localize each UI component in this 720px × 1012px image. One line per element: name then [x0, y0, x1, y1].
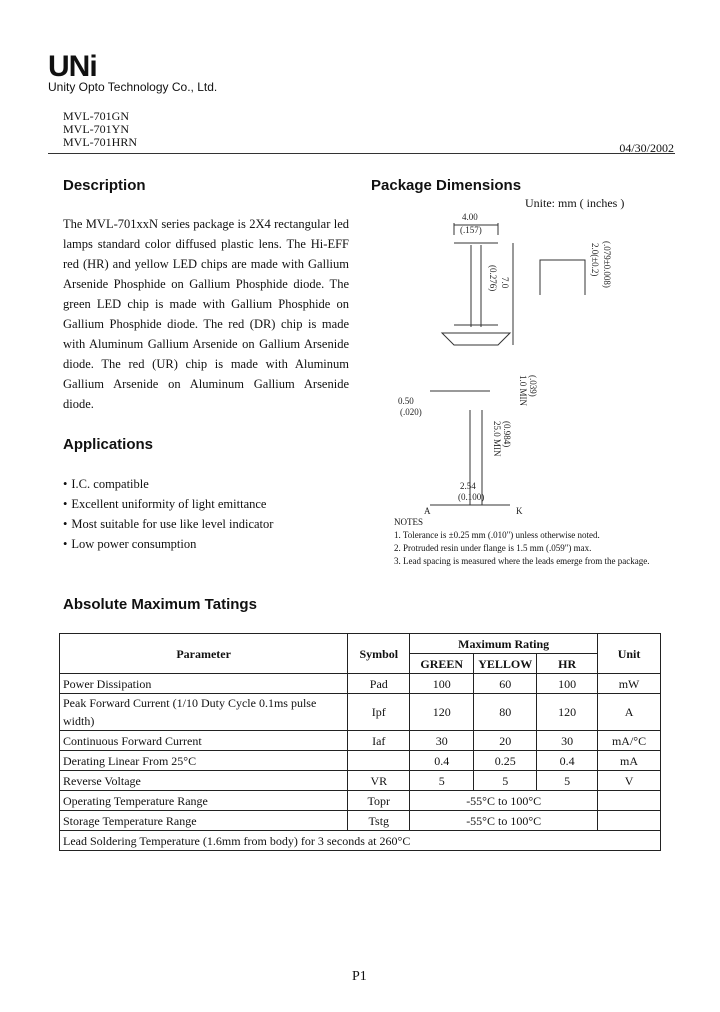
list-item: • I.C. compatible: [63, 474, 273, 494]
pitch-inch-label: (0.100): [458, 492, 485, 502]
header-parameter: Parameter: [60, 634, 348, 674]
company-logo: UNi: [48, 50, 97, 83]
flange-outline: [442, 333, 510, 345]
green-cell: 5: [410, 771, 474, 791]
unit-cell: mA: [598, 751, 661, 771]
package-heading: Package Dimensions: [371, 177, 522, 194]
hr-cell: 5: [537, 771, 598, 791]
hr-cell: 0.4: [537, 751, 598, 771]
yellow-cell: 80: [474, 694, 537, 731]
description-text: The MVL-701xxN series package is 2X4 rectangular led lamps standard color diffused plastic lens. The Hi-EFF red (HR) and yellow LED chips are made with Gallium Arsenide Phosphide on Gallium Phosphide diode. The green LED chip is made with Gallium Phosphide on Gallium Phosphide diode. The red (DR) chip is made with Aluminum Gallium Arsenide on Gallium Arsenide diode. The red (UR) chip is made with Aluminum Gallium Arsenide on Aluminum Gallium Arsenide diode.: [63, 217, 349, 411]
applications-heading: Applications: [63, 436, 154, 453]
model-number: MVL-701YN: [63, 122, 129, 136]
document-date: 04/30/2002: [619, 141, 674, 155]
param-cell: Reverse Voltage: [60, 771, 348, 791]
table-row: [60, 791, 661, 811]
package-drawing: [370, 205, 670, 517]
symbol-cell: VR: [348, 771, 410, 791]
description-heading: Description: [63, 177, 146, 194]
side-view-outline: [540, 260, 585, 295]
symbol-cell: [348, 751, 410, 771]
unit-cell: [598, 791, 661, 811]
range-cell: -55°C to 100°C: [410, 811, 598, 831]
header-hr: HR: [537, 654, 598, 674]
ratings-table: [59, 633, 661, 851]
width-label: 4.00: [462, 212, 478, 222]
table-row: [60, 831, 661, 851]
param-cell: Continuous Forward Current: [60, 731, 348, 751]
height-inch-label: (0.276): [488, 265, 498, 292]
table-row: [60, 811, 661, 831]
table-row: [60, 674, 661, 694]
yellow-cell: 5: [474, 771, 537, 791]
note-item: 3. Lead spacing is measured where the leads emerge from the package.: [394, 556, 650, 566]
param-cell: Storage Temperature Range: [60, 811, 348, 831]
list-item: • Excellent uniformity of light emittance: [63, 494, 273, 514]
unit-cell: A: [598, 694, 661, 731]
min-length-label: 1.0 MIN: [518, 375, 528, 406]
side-label: 2.0(±0.2): [590, 243, 600, 277]
list-item: • Most suitable for use like level indicator: [63, 514, 273, 534]
table-header-row: [60, 634, 661, 654]
model-number: MVL-701HRN: [63, 135, 137, 149]
model-number: MVL-701GN: [63, 109, 129, 123]
long-length-inch-label: (0.984): [502, 421, 512, 448]
note-item: 2. Protruded resin under flange is 1.5 mm (.059") max.: [394, 543, 592, 553]
param-cell: Peak Forward Current (1/10 Duty Cycle 0.1ms pulse width): [60, 694, 348, 731]
pitch-label: 2.54: [460, 481, 476, 491]
symbol-cell: Tstg: [348, 811, 410, 831]
list-item: • Low power consumption: [63, 534, 273, 554]
side-inch-label: (.079±0.008): [602, 241, 612, 288]
width-inch-label: (.157): [460, 225, 482, 235]
yellow-cell: 60: [474, 674, 537, 694]
table-row: [60, 751, 661, 771]
company-name: Unity Opto Technology Co., Ltd.: [48, 80, 218, 94]
header-symbol: Symbol: [348, 634, 410, 674]
header-yellow: YELLOW: [474, 654, 537, 674]
green-cell: 120: [410, 694, 474, 731]
unit-cell: mW: [598, 674, 661, 694]
green-cell: 0.4: [410, 751, 474, 771]
unit-cell: mA/°C: [598, 731, 661, 751]
hr-cell: 100: [537, 674, 598, 694]
min-length-inch-label: (.039): [528, 375, 538, 397]
table-row: [60, 731, 661, 751]
param-cell: Derating Linear From 25°C: [60, 751, 348, 771]
param-cell: Operating Temperature Range: [60, 791, 348, 811]
applications-list: [63, 474, 273, 554]
symbol-cell: Pad: [348, 674, 410, 694]
table-row: [60, 771, 661, 791]
range-cell: -55°C to 100°C: [410, 791, 598, 811]
unit-cell: [598, 811, 661, 831]
table-row: [60, 694, 661, 731]
note-item: 1. Tolerance is ±0.25 mm (.010") unless otherwise noted.: [394, 530, 600, 540]
yellow-cell: 0.25: [474, 751, 537, 771]
height-label: 7.0: [500, 277, 510, 289]
long-length-label: 25.0 MIN: [492, 421, 502, 457]
header-max-rating: Maximum Rating: [410, 634, 598, 654]
hr-cell: 120: [537, 694, 598, 731]
header-divider: [48, 153, 675, 154]
symbol-cell: Iaf: [348, 731, 410, 751]
notes-title: NOTES: [394, 517, 423, 527]
package-notes: [394, 516, 649, 568]
soldering-cell: Lead Soldering Temperature (1.6mm from body) for 3 seconds at 260°C: [60, 831, 661, 851]
green-cell: 30: [410, 731, 474, 751]
anode-label: A: [424, 506, 431, 516]
unit-cell: V: [598, 771, 661, 791]
hr-cell: 30: [537, 731, 598, 751]
header-green: GREEN: [410, 654, 474, 674]
lead-inch-label: (.020): [400, 407, 422, 417]
symbol-cell: Ipf: [348, 694, 410, 731]
ratings-heading: Absolute Maximum Tatings: [63, 596, 257, 613]
symbol-cell: Topr: [348, 791, 410, 811]
model-list: [63, 110, 137, 149]
units-label: Unite: mm ( inches ): [525, 196, 625, 210]
param-cell: Power Dissipation: [60, 674, 348, 694]
header-unit: Unit: [598, 634, 661, 674]
cathode-label: K: [516, 506, 523, 516]
lead-label: 0.50: [398, 396, 414, 406]
green-cell: 100: [410, 674, 474, 694]
page-number: P1: [352, 969, 367, 984]
yellow-cell: 20: [474, 731, 537, 751]
